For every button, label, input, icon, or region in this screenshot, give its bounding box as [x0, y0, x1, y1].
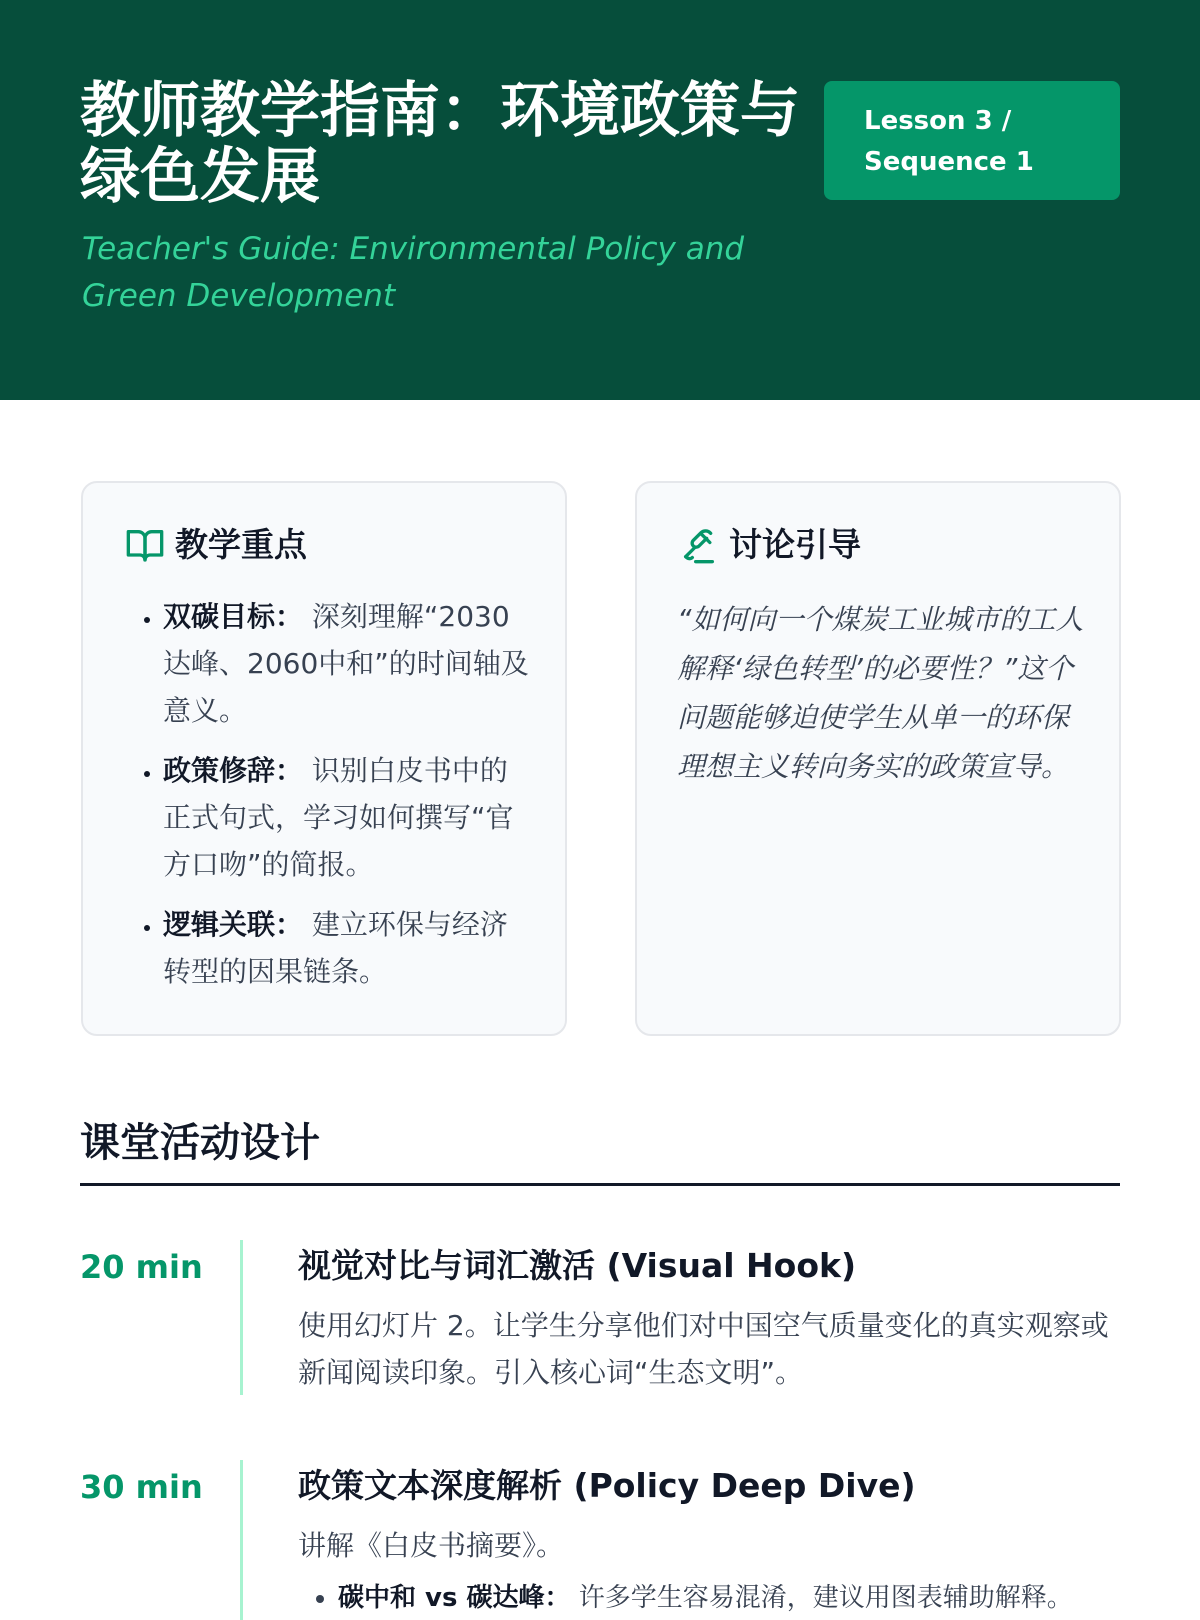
timeline-line [240, 1240, 243, 1395]
discussion-quote: “如何向一个煤炭工业城市的工人解释‘绿色转型’的必要性？”这个问题能够迫使学生从单一的环保理想主义转向务实的政策宣导。 [677, 603, 1084, 783]
list-item [163, 901, 533, 995]
list-item-text: 识别白皮书中的正式句式，学习如何撰写“官方口吻”的简报。 [163, 754, 514, 881]
activity-duration: 30 min [80, 1468, 203, 1506]
list-item-text: 深刻理解“2030达峰、2060中和”的时间轴及意义。 [163, 600, 529, 727]
activity-description: 使用幻灯片 2。让学生分享他们对中国空气质量变化的真实观察或新闻阅读印象。引入核心词“生态文明”。 [298, 1309, 1109, 1389]
list-item-text: 许多学生容易混淆，建议用图表辅助解释。 [578, 1583, 1073, 1613]
discussion-title: 讨论引导 [729, 525, 861, 564]
teaching-focus-card [81, 481, 567, 1036]
list-item-label: 逻辑关联： [163, 908, 304, 941]
activity-description: 讲解《白皮书摘要》。 [298, 1529, 565, 1562]
discussion-card [635, 481, 1121, 1036]
teaching-focus-header [125, 523, 307, 567]
activity-title: 政策文本深度解析 (Policy Deep Dive) [298, 1466, 916, 1505]
page-header [0, 0, 1200, 400]
lesson-badge: Lesson 3 / Sequence 1 [824, 81, 1120, 200]
discussion-header [679, 523, 861, 567]
page-subtitle: Teacher's Guide: Environmental Policy and Green Development [82, 231, 745, 314]
list-item-label: 碳中和 vs 碳达峰： [338, 1583, 571, 1613]
teaching-focus-title: 教学重点 [175, 525, 307, 564]
list-item [163, 593, 533, 734]
list-item-label: 双碳目标： [163, 600, 304, 633]
timeline-line [240, 1460, 243, 1620]
microphone-icon [679, 525, 719, 565]
list-item [163, 747, 533, 888]
activity-duration: 20 min [80, 1248, 203, 1286]
activity-title: 视觉对比与词汇激活 (Visual Hook) [298, 1246, 857, 1285]
activity-bullet-list [338, 1576, 1118, 1620]
teaching-focus-list [163, 593, 533, 1008]
open-book-icon [125, 525, 165, 565]
page-title: 教师教学指南：环境政策与绿色发展 [80, 76, 800, 212]
list-item [338, 1576, 1118, 1620]
section-divider [80, 1183, 1120, 1186]
list-item-label: 政策修辞： [163, 754, 304, 787]
list-item-text: 建立环保与经济转型的因果链条。 [163, 908, 508, 988]
activities-section-title: 课堂活动设计 [80, 1120, 320, 1166]
